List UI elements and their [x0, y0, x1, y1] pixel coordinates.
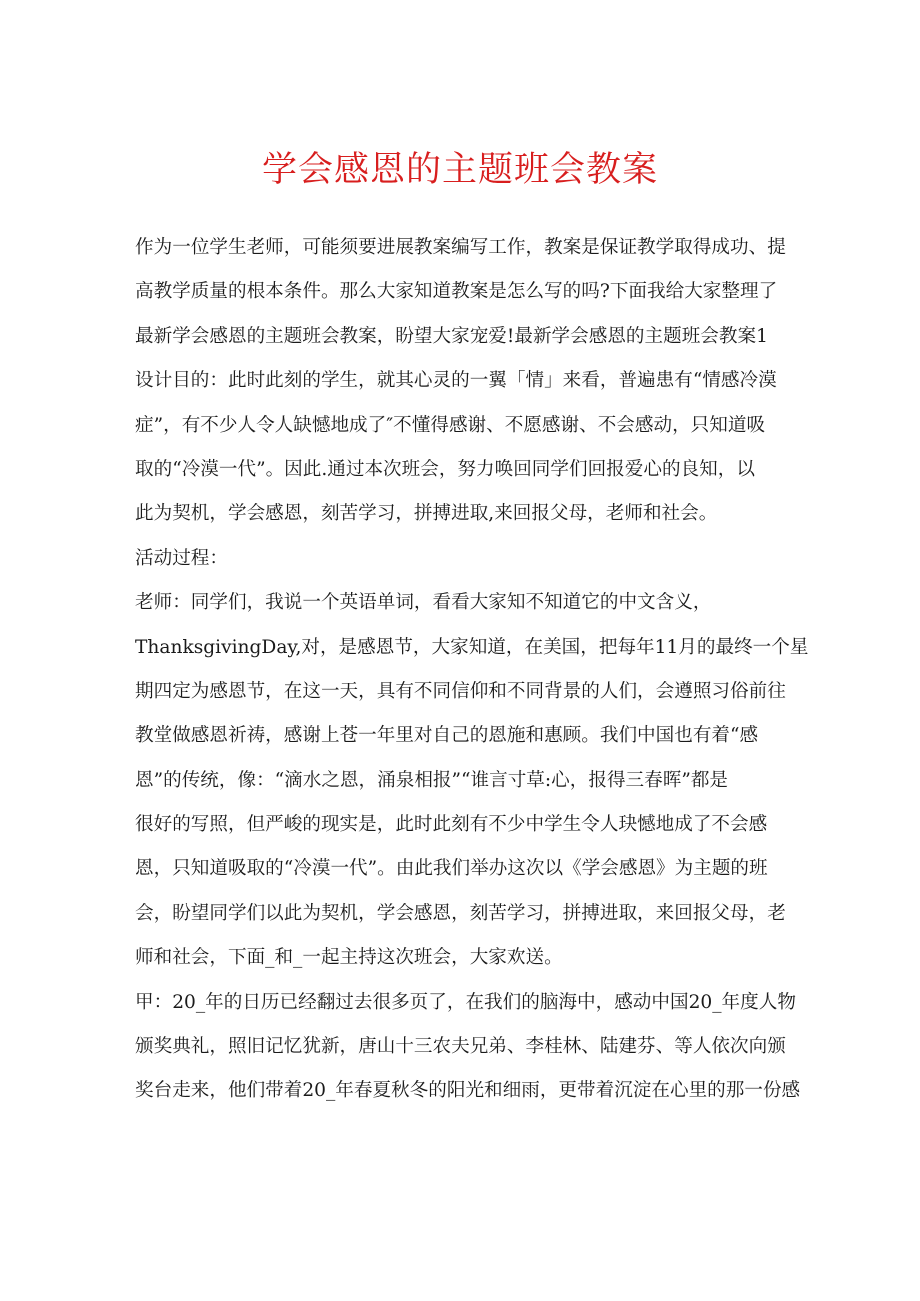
body-line: 奖台走来，他们带着20_年春夏秋冬的阳光和细雨，更带着沉淀在心里的那一份感 [135, 1080, 801, 1102]
body-line: 很好的写照，但严峻的现实是，此时此刻有不少中学生令人玦憾地成了不会感 [135, 814, 768, 836]
body-line: 老师：同学们，我说一个英语单词，看看大家知不知道它的中文含义， [135, 592, 712, 614]
body-line: 此为契机，学会感恩，刻苦学习，拼搏进取,来回报父母，老师和社会。 [135, 503, 718, 525]
body-line: 颁奖典礼，照旧记忆犹新，唐山十三农夫兄弟、李桂林、陆建芬、等人依次向颁 [135, 1036, 786, 1058]
body-line: 作为一位学生老师，可能须要进展教案编写工作，教案是保证教学取得成功、提 [135, 237, 786, 258]
body-line: 设计目的：此时此刻的学生，就其心灵的一翼「情」来看，普遍患有“情感冷漠 [135, 370, 777, 392]
section-heading: 活动过程： [135, 547, 228, 569]
body-line: ThanksgivingDay,对，是感恩节，大家知道，在美国，把每年11月的最终一个星 [135, 636, 809, 658]
body-line: 恩，只知道吸取的“冷漠一代”。由此我们举办这次以《学会感恩》为主题的班 [135, 858, 768, 880]
body-line: 取的“冷漠一代”。因此.通过本次班会，努力唤回同学们回报爱心的良知，以 [135, 458, 755, 480]
body-line: 期四定为感恩节，在这一天，具有不同信仰和不同背景的人们，会遵照习俗前往 [135, 680, 786, 702]
document-body [135, 226, 809, 1114]
body-line: 高教学质量的根本条件。那么大家知道教案是怎么写的吗?下面我给大家整理了 [135, 281, 778, 303]
body-line: 会，盼望同学们以此为契机，学会感恩，刻苦学习，拼搏进取，来回报父母，老 [135, 902, 786, 924]
body-line: 教堂做感恩祈祷，感谢上苍一年里对自己的恩施和惠顾。我们中国也有着“感 [135, 725, 759, 747]
body-line: 师和社会，下面_和_一起主持这次班会，大家欢送。 [135, 947, 563, 969]
document-title: 学会感恩的主题班会教案 [261, 150, 658, 190]
body-line: 甲：20_年的日历已经翻过去很多页了，在我们的脑海中，感动中国20_年度人物 [135, 991, 796, 1013]
body-line: 最新学会感恩的主题班会教案，盼望大家宠爱!最新学会感恩的主题班会教案1 [135, 325, 768, 347]
body-line: 症”，有不少人令人缺憾地成了″不懂得感谢、不愿感谢、不会感动，只知道吸 [135, 414, 766, 436]
body-line: 恩”的传统，像：“滴水之恩，涌泉相报”“谁言寸草:心，报得三春晖”都是 [135, 769, 729, 791]
